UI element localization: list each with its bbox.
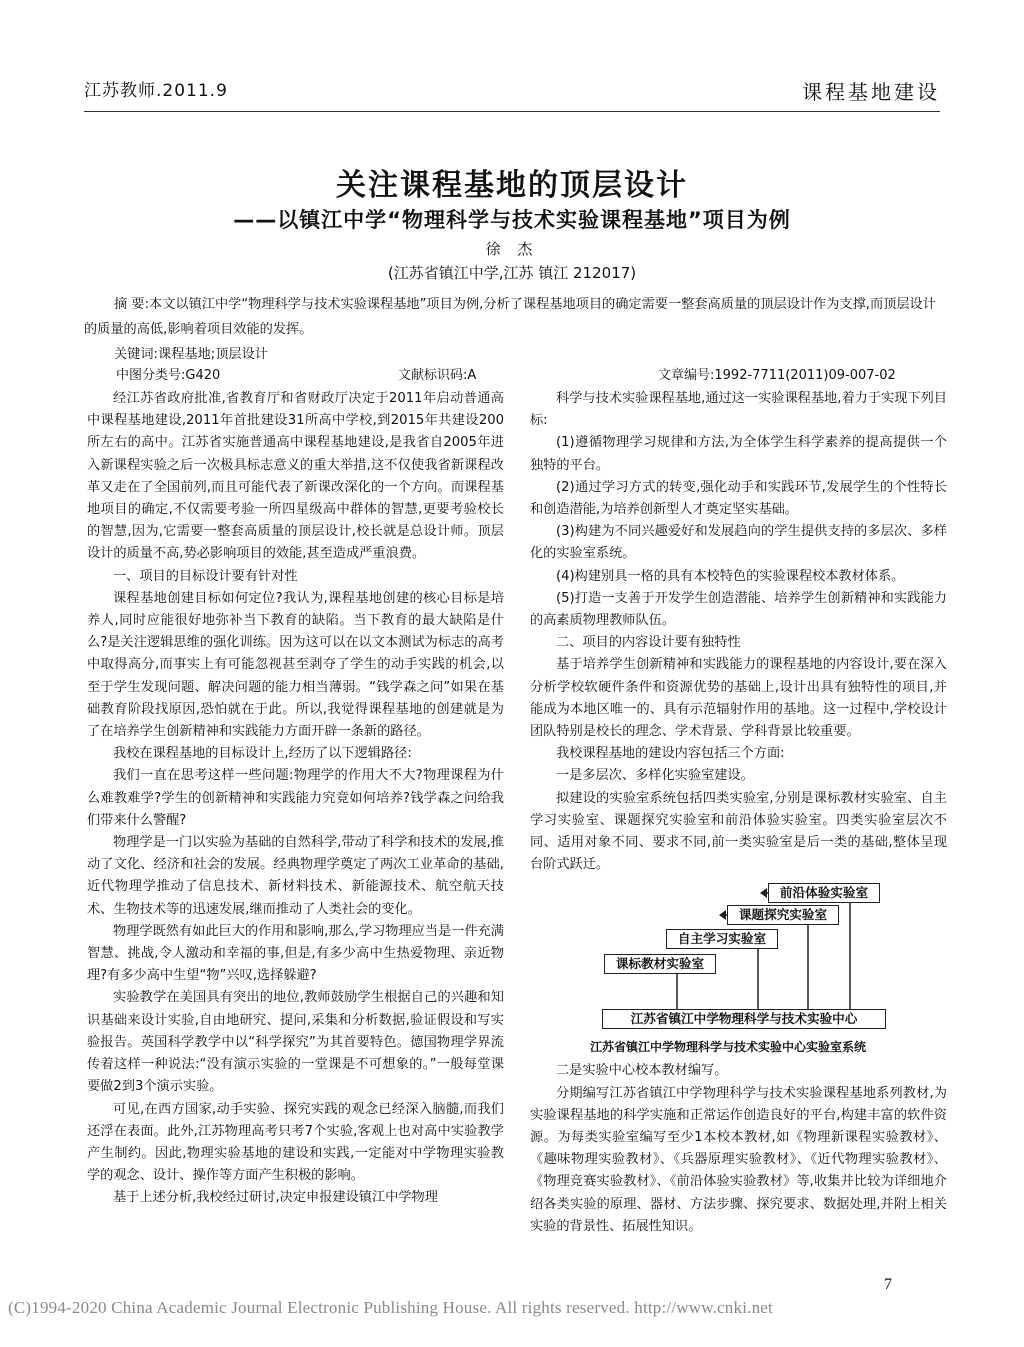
article-number: 文章编号:1992-7711(2011)09-007-02 xyxy=(658,368,896,383)
keywords: 关键词:课程基地;顶层设计 xyxy=(114,347,268,362)
left-column xyxy=(87,388,504,1210)
paragraph: 二是实验中心校本教材编写。 xyxy=(556,1063,728,1079)
section-heading: 一、项目的目标设计要有针对性 xyxy=(113,568,298,584)
document-code: 文献标识码:A xyxy=(398,368,477,383)
lab-box-standard: 课标教材实验室 xyxy=(604,954,716,974)
goal-item: (4)构建别具一格的具有本校特色的实验课程校本教材体系。 xyxy=(556,568,905,584)
goal-item: (5)打造一支善于开发学生创造潜能、培养学生创新精神和实践能力的高素质物理教师队伍。 xyxy=(530,590,947,629)
goal-item: (3)构建为不同兴趣爱好和发展趋向的学生提供支持的多层次、多样化的实验室系统。 xyxy=(530,524,947,562)
paragraph: 物理学是一门以实验为基础的自然科学,带动了科学和技术的发展,推动了文化、经济和社会的发展。经典物理学奠定了两次工业革命的基础,近代物理学推动了信息技术、新材料技术、新能源技术、航空航天技术、生物技术等的迅速发展,继而推动了人类社会的变化。 xyxy=(87,835,504,917)
paragraph: 我校在课程基地的目标设计上,经历了以下逻辑路径: xyxy=(113,746,412,762)
paragraph: 一是多层次、多样化实验室建设。 xyxy=(556,768,754,784)
paragraph: 实验教学在美国具有突出的地位,教师鼓励学生根据自己的兴趣和知识基础来设计实验,自由地研究、提问,采集和分析数据,验证假设和写实验报告。英国科学教学中以“科学探究”为其首要特色。德国物理学界流传着这样一种说法:“没有演示实验的一堂课是不可想象的。”一般每堂课要做2到3个演示实验。 xyxy=(87,990,504,1095)
author: 徐 杰 xyxy=(485,240,539,258)
abstract xyxy=(84,292,942,367)
article-title: 关注课程基地的顶层设计 xyxy=(336,168,688,203)
diagram-caption: 江苏省镇江中学物理科学与技术实验中心实验室系统 xyxy=(590,1040,867,1055)
section-name: 课程基地建设 xyxy=(802,80,940,104)
affiliation: (江苏省镇江中学,江苏 镇江 212017) xyxy=(387,264,637,282)
goal-item: (1)遵循物理学习规律和方法,为全体学生科学素养的提高提供一个独特的平台。 xyxy=(530,435,947,473)
page-number: 7 xyxy=(884,1276,892,1293)
lab-box-self-study: 自主学习实验室 xyxy=(666,929,778,949)
paragraph: 基于培养学生创新精神和实践能力的课程基地的内容设计,要在深入分析学校软硬件条件和资源优势的基础上,设计出具有独特性的项目,并能成为本地区唯一的、具有示范辐射作用的基地。这一过程中,学校设计团队特别是校长的理念、学术背景、学科背景比较重要。 xyxy=(530,657,947,740)
paragraph: 可见,在西方国家,动手实验、探究实践的观念已经深入脑髓,而我们还浮在表面。此外,江苏物理高考只考7个实验,客观上也对高中实验教学产生制约。因此,物理实验基地的建设和实践,一定能对中学物理实验教学的观念、设计、操作等方面产生积极的影响。 xyxy=(87,1101,504,1184)
article-subtitle: ——以镇江中学“物理科学与技术实验课程基地”项目为例 xyxy=(233,208,791,232)
lab-system-diagram xyxy=(530,882,947,1060)
paragraph: 物理学既然有如此巨大的作用和影响,那么,学习物理应当是一件充满智慧、挑战,令人激动和幸福的事,但是,有多少高中生热爱物理、亲近物理?有多少高中生望“物”兴叹,选择躲避? xyxy=(87,923,504,984)
copyright-footer: (C)1994-2020 China Academic Journal Electronic Publishing House. All rights reserved. http://www.cnki.net xyxy=(8,1298,773,1317)
lab-box-frontier: 前沿体验实验室 xyxy=(768,883,880,903)
center-box: 江苏省镇江中学物理科学与技术实验中心 xyxy=(602,1009,886,1029)
abstract-text: 摘 要:本文以镇江中学“物理科学与技术实验课程基地”项目为例,分析了课程基地项目的确定需要一整套高质量的顶层设计作为支撑,而顶层设计的质量的高低,影响着项目效能的发挥。 xyxy=(84,297,936,337)
paragraph: 我校课程基地的建设内容包括三个方面: xyxy=(556,746,785,762)
section-heading: 二、项目的内容设计要有独特性 xyxy=(556,635,741,651)
paragraph: 分期编写江苏省镇江中学物理科学与技术实验课程基地系列教材,为实验课程基地的科学实施和正常运作创造良好的平台,构建丰富的软件资源。为每类实验室编写至少1本校本教材,如《物理新课程实验教材》、《趣味物理实验教材》、《兵器原理实验教材》、《近代物理实验教材》、《物理竞赛实验教材》、《前沿体验实验教材》等,收集并比较为详细地介绍各类实验的原理、器材、方法步骤、探究要求、数据处理,并附上相关实验的背景性、拓展性知识。 xyxy=(530,1085,947,1234)
clc-number: 中图分类号:G420 xyxy=(116,368,221,383)
paragraph: 基于上述分析,我校经过研讨,决定申报建设镇江中学物理 xyxy=(113,1190,438,1206)
paragraph: 我们一直在思考这样一些问题:物理学的作用大不大?物理课程为什么难教难学?学生的创新精神和实践能力究竟如何培养?钱学森之问给我们带来什么警醒? xyxy=(87,768,504,828)
paragraph: 拟建设的实验室系统包括四类实验室,分别是课标教材实验室、自主学习实验室、课题探究实验室和前沿体验实验室。四类实验室层次不同、适用对象不同、要求不同,前一类实验室是后一类的基础,整体呈现台阶式跃迁。 xyxy=(530,790,947,873)
paragraph: 课程基地创建目标如何定位?我认为,课程基地创建的核心目标是培养人,同时应能很好地弥补当下教育的缺陷。当下教育的最大缺陷是什么?是关注逻辑思维的强化训练。因为这可以在以文本测试为标志的高考中取得高分,而事实上有可能忽视甚至剥夺了学生的动手实践的机会,以至于学生发现问题、解决问题的能力相当薄弱。“钱学森之问”如果在基础教育阶段找原因,恐怕就在于此。所以,我觉得课程基地的创建就是为了在培养学生创新精神和实践能力方面开辟一条新的路径。 xyxy=(87,590,504,740)
lab-box-research: 课题探究实验室 xyxy=(727,905,839,925)
header-rule xyxy=(84,111,940,112)
paragraph: 经江苏省政府批准,省教育厅和省财政厅决定于2011年启动普通高中课程基地建设,2011年首批建设31所高中学校,到2015年共建设200所左右的高中。江苏省实施普通高中课程基地建设,是我省自2005年进入新课程实验之后一次极具标志意义的重大举措,这不仅使我省新课程改革又走在了全国前列,而且可能代表了新课改深化的一个方向。而课程基地项目的确定,不仅需要考验一所四星级高中群体的智慧,更要考验校长的智慧,因为,它需要一整套高质量的顶层设计,校长就是总设计师。顶层设计的质量不高,势必影响项目的效能,甚至造成严重浪费。 xyxy=(87,391,504,562)
journal-issue: 江苏教师.2011.9 xyxy=(84,81,228,101)
paragraph: 科学与技术实验课程基地,通过这一实验课程基地,着力于实现下列目标: xyxy=(530,391,947,429)
right-column xyxy=(530,388,947,1238)
goal-item: (2)通过学习方式的转变,强化动手和实践环节,发展学生的个性特长和创造潜能,为培养创新型人才奠定坚实基础。 xyxy=(530,479,947,518)
